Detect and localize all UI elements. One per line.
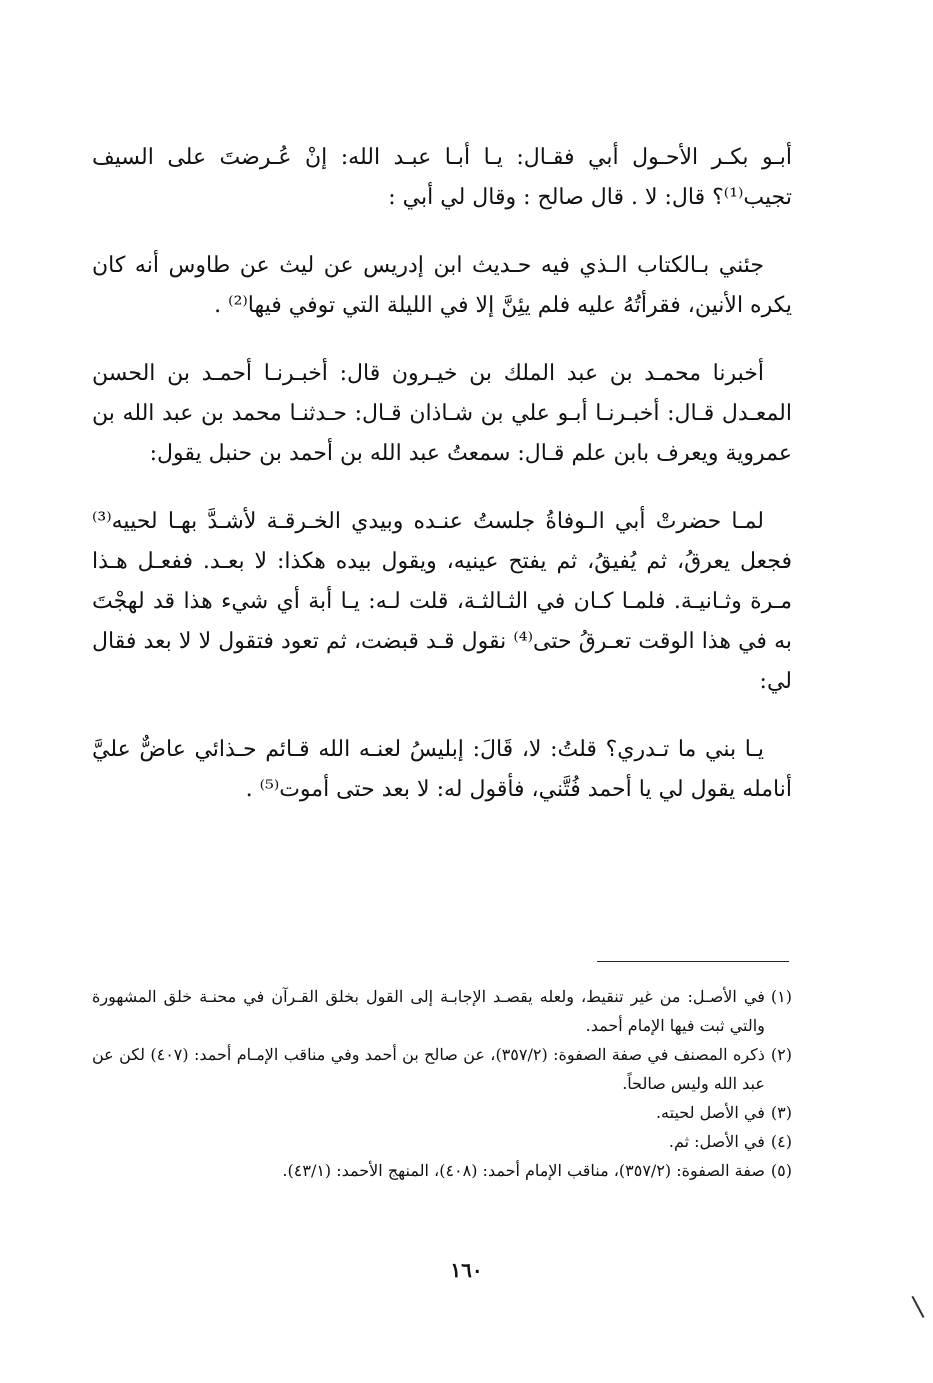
footnote-2 — [92, 1040, 792, 1098]
footnote-3 — [92, 1098, 792, 1127]
footnote-text: في الأصل لحيته. — [655, 1103, 765, 1122]
footnote-number: (٤) — [770, 1132, 792, 1151]
footnote-number: (٥) — [770, 1161, 792, 1180]
main-text — [92, 138, 792, 810]
footnote-4 — [92, 1127, 792, 1156]
footnote-number: (٢) — [770, 1045, 792, 1064]
footnote-text: ذكره المصنف في صفة الصفوة: (٣٥٧/٢)، عن صالح بن أحمد وفي مناقب الإمـام أحمد: (٤٠٧) لكن عن عبد الله وليس صالحاً. — [92, 1045, 765, 1093]
footnote-5 — [92, 1156, 792, 1185]
paragraph-5: يـا بني ما تـدري؟ قلتُ: لا، قَالَ: إبليسُ لعنـه الله قـائم حـذائي عاضٌّ عليَّ أنامله يقول لي يا أحمد فُتَّني، فأقول له: لا بعد حتى أموت⁽⁵⁾ . — [92, 737, 792, 802]
footnotes — [92, 982, 792, 1185]
paragraph-1: أبـو بكـر الأحـول أبي فقـال: يـا أبـا عبـد الله: إنْ عُـرضتَ على السيف تجيب⁽¹⁾؟ قال: لا . قال صالح : وقال لي أبي : — [92, 145, 792, 210]
footnote-text: في الأصل: ثم. — [668, 1132, 765, 1151]
footnote-number: (٣) — [770, 1103, 792, 1122]
footnote-divider — [597, 961, 789, 962]
paragraph-2: جئني بـالكتاب الـذي فيه حـديث ابن إدريس عن ليث عن طاوس أنه كان يكره الأنين، فقرأتُهُ عليه فلم يئِنَّ إلا في الليلة التي توفي فيها⁽²⁾ . — [92, 253, 792, 318]
page-number: ١٦٠ — [450, 1258, 483, 1282]
paragraph-4: لمـا حضرتْ أبي الـوفاةُ جلستُ عنـده وبيدي الخـرقـة لأشـدَّ بهـا لحييه⁽³⁾ فجعل يعرقُ، ثم يُفيقُ، ثم يفتح عينيه، ويقول بيده هكذا: لا بعـد. ففعـل هـذا مـرة وثـانيـة. فلمـا كـان في الثـالثـة، قلت لـه: يـا أبة أي شيء هذا قد لهجْتَ به في هذا الوقت تعـرقُ حتى⁽⁴⁾ نقول قـد قبضت، ثم تعود فتقول لا لا بعد فقال لي: — [92, 509, 792, 694]
footnote-text: في الأصـل: من غير تنقيط، ولعله يقصـد الإجابـة إلى القول بخلق القـرآن في محنـة خلق المشهورة والتي ثبت فيها الإمام أحمد. — [92, 987, 765, 1035]
footnote-1 — [92, 982, 792, 1040]
footnote-text: صفة الصفوة: (٣٥٧/٢)، مناقب الإمام أحمد: (٤٠٨)، المنهج الأحمد: (٤٣/١). — [282, 1161, 765, 1180]
footnote-number: (١) — [770, 987, 792, 1006]
paragraph-3: أخبرنا محمـد بن عبد الملك بن خيـرون قال: أخبـرنـا أحمـد بن الحسن المعـدل قـال: أخبـرنـا أبـو علي بن شـاذان قـال: حـدثنـا محمد بن عبد الله بن عمروية ويعرف بابن علم قـال: سمعتُ عبد الله بن أحمد بن حنبل يقول: — [92, 361, 792, 466]
scan-edge-mark — [911, 1296, 924, 1318]
